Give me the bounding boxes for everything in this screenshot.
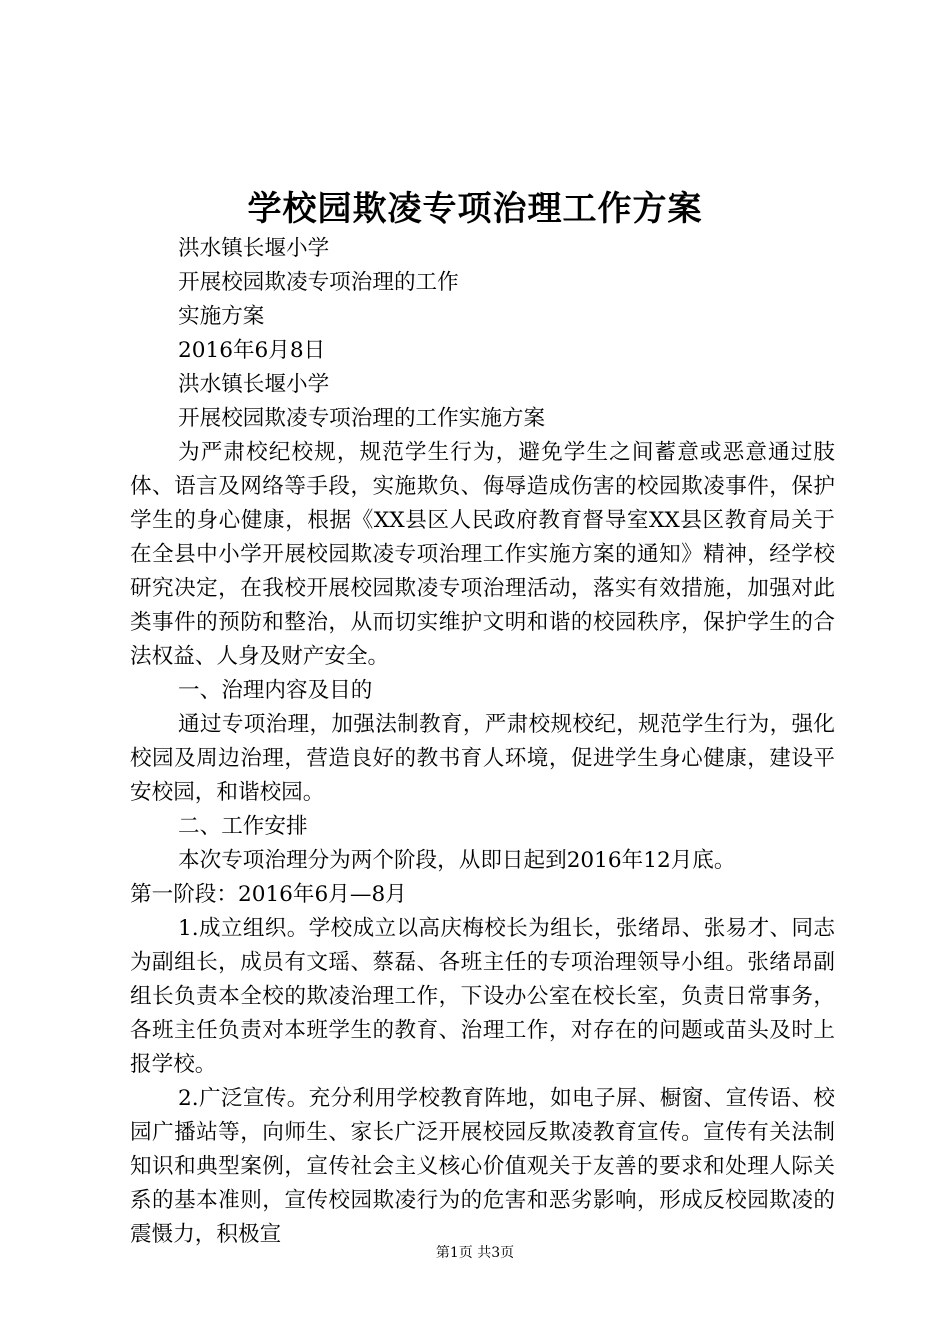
subtitle-line: 开展校园欺凌专项治理的工作 [178, 270, 459, 295]
intro-paragraph: 为严肃校纪校规，规范学生行为，避免学生之间蓄意或恶意通过肢体、语言及网络等手段，实施欺负、侮辱造成伤害的校园欺凌事件，保护学生的身心健康，根据《XX县区人民政府教育督导室XX县区教育局关于在全县中小学开展校园欺凌专项治理工作实施方案的通知》精神，经学校研究决定，在我校开展校园欺凌专项治理活动，落实有效措施，加强对此类事件的预防和整治，从而切实维护文明和谐的校园秩序，保护学生的合法权益、人身及财产安全。 [130, 440, 835, 669]
document-title: 学校园欺凌专项治理工作方案 [247, 189, 703, 229]
date-line: 2016年6月8日 [178, 338, 326, 363]
section1-heading: 一、治理内容及目的 [178, 678, 373, 703]
school-name-line-repeat: 洪水镇长堰小学 [178, 372, 330, 397]
school-name-line: 洪水镇长堰小学 [178, 236, 330, 261]
page-footer: 第1页 共3页 [435, 1245, 515, 1261]
phase1-label: 第一阶段：2016年6月—8月 [130, 882, 407, 907]
item1-paragraph: 1.成立组织。学校成立以高庆梅校长为组长，张绪昂、张易才、同志为副组长，成员有文瑶、蔡磊、各班主任的专项治理领导小组。张绪昂副组长负责本全校的欺凌治理工作，下设办公室在校长室，负责日常事务，各班主任负责对本班学生的教育、治理工作，对存在的问题或苗头及时上报学校。 [130, 916, 835, 1077]
document-body [130, 232, 835, 1252]
full-subtitle-line: 开展校园欺凌专项治理的工作实施方案 [178, 406, 546, 431]
section2-heading: 二、工作安排 [178, 814, 308, 839]
item2-paragraph: 2.广泛宣传。充分利用学校教育阵地，如电子屏、橱窗、宣传语、校园广播站等，向师生、家长广泛开展校园反欺凌教育宣传。宣传有关法制知识和典型案例，宣传社会主义核心价值观关于友善的要求和处理人际关系的基本准则，宣传校园欺凌行为的危害和恶劣影响，形成反校园欺凌的震慑力，积极宣 [130, 1086, 835, 1247]
schedule-line: 本次专项治理分为两个阶段，从即日起到2016年12月底。 [178, 848, 736, 873]
section1-paragraph: 通过专项治理，加强法制教育，严肃校规校纪，规范学生行为，强化校园及周边治理，营造良好的教书育人环境，促进学生身心健康，建设平安校园，和谐校园。 [130, 712, 835, 805]
plan-label-line: 实施方案 [178, 304, 265, 329]
